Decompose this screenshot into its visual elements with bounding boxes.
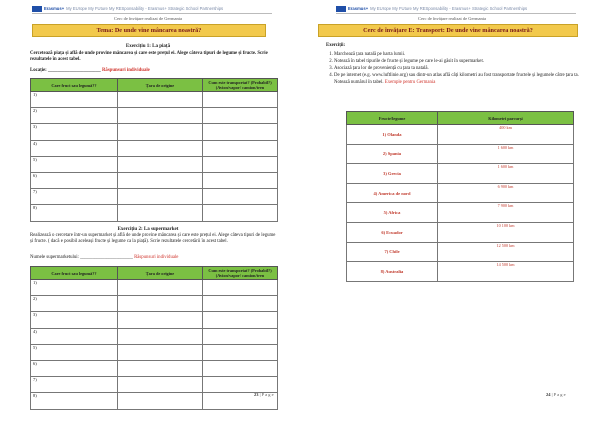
market-table (30, 78, 278, 222)
column-header: Țara de origine (118, 79, 203, 92)
page-right (306, 0, 598, 424)
table-row: 8) (31, 393, 278, 409)
header-tagline: My EUrope My FUture My RESponsability - Erasmus+ Strategic School Partnerships (370, 6, 528, 11)
table-row: 2) Spania 1 600 km (347, 144, 574, 164)
page-label: | P a g e (551, 392, 566, 397)
table-row: 6) Ecuador 10 100 km (347, 222, 574, 242)
exercises-label: Exerciții: (326, 43, 346, 48)
page-footer (546, 392, 566, 397)
location-label: Locație: ______________________ (30, 68, 101, 73)
answer-hint: Răspunsuri individuale (101, 68, 150, 73)
eu-flag-icon (32, 6, 42, 12)
column-header: Care fruct sau legumă?? (31, 79, 118, 92)
page-header (336, 4, 576, 14)
page-title: Tema: De unde vine mâncarea noastră? (32, 24, 266, 37)
table-row: 2) (31, 108, 278, 124)
column-header: Kilometri parcurși (438, 112, 574, 125)
table-row: 7) (31, 377, 278, 393)
exercise-2-instructions: Realizează o cercetare într-un supermarket și află de unde provine mâncarea și care este prețul ei. Alege câteva tipuri de legume și fructe. ( dacă e posibil aceleași fructe și legume ca la piață). Scrie rezultatele cercetării în acest tabel. (30, 233, 276, 244)
table-row: 4) (31, 140, 278, 156)
table-row: 8) (31, 205, 278, 221)
table-row: 4) (31, 328, 278, 344)
table-row: 1) (31, 280, 278, 296)
list-item: 4. De pe internet (e.g. www.luftlinie.org) sau dintr-un atlas află câți kilometri au fost transportate fructele și legumele către țara ta. Notează numărul în tabel. Exemple pentru Germania (334, 72, 579, 86)
page-label: | P a g e (259, 392, 274, 397)
table-row: 6) (31, 360, 278, 376)
exercise-2-heading: Exercițiu 2: La supermarket (117, 227, 179, 232)
table-row: 8) Australia 14 500 km (347, 262, 574, 282)
steps-list (328, 51, 579, 86)
header-tagline: My EUrope My FUture My RESponsability - Erasmus+ Strategic School Partnerships (66, 6, 224, 11)
table-row: 5) (31, 344, 278, 360)
brand-name: Erasmus+ (44, 6, 65, 11)
table-row: 3) Grecia 1 600 km (347, 164, 574, 184)
exercise-1-heading: Exercițiu 1: La piață (125, 44, 171, 49)
column-header: Țara de origine (118, 267, 203, 280)
page-title: Cerc de învățare E: Transport: De unde vine mâncarea noastră? (318, 24, 578, 37)
brand-name: Erasmus+ (348, 6, 369, 11)
column-header: Care fruct sau legumă?? (31, 267, 118, 280)
list-item: 1. Marchează țara natală pe harta lumii. (334, 51, 579, 58)
page-number: 24 (546, 392, 551, 397)
table-row: 4) America de nord 6 900 km (347, 183, 574, 203)
table-row: 2) (31, 296, 278, 312)
table-row: 7) Chile 12 500 km (347, 242, 574, 262)
supermarket-label: Numele supermarketului: ______________________ (30, 255, 133, 260)
page-header (32, 4, 272, 14)
table-row: 5) (31, 156, 278, 172)
table-row: 3) (31, 124, 278, 140)
list-item: 3. Asociază țara lor de proveniență cu țara ta natală. (334, 65, 579, 72)
exercise-1-instructions: Cercetează piața și află de unde provine mâncarea și care este prețul ei. Alege câteva tipuri de legume și fructe. Scrie rezultatele în acest tabel. (30, 51, 268, 62)
page-number: 23 (254, 392, 259, 397)
table-row: 5) Africa 7 900 km (347, 203, 574, 223)
table-row: 1) (31, 92, 278, 108)
column-header: Cum este transportat? (Probabil?) (Avion/vapor/ camion/tren (203, 267, 278, 280)
table-row: 3) (31, 312, 278, 328)
table-row: 1) Olanda 400 km (347, 125, 574, 145)
header-subtitle: Cerc de învățare realizat de Germania (113, 16, 183, 21)
eu-flag-icon (336, 6, 346, 12)
list-item: 2. Notează în tabel tipurile de fructe și legume pe care le-ai găsit în supermarket. (334, 58, 579, 65)
page-footer (254, 392, 274, 397)
transport-table (346, 111, 574, 282)
example-note: Exemple pentru Germania (384, 80, 436, 85)
answer-hint: Răspunsuri individuale (134, 255, 179, 260)
header-subtitle: Cerc de învățare realizat de Germania (417, 16, 487, 21)
column-header: Fructe/legume (347, 112, 438, 125)
column-header: Cum este transportat? (Probabil?) (Avion/vapor/ camion/tren (203, 79, 278, 92)
supermarket-line (30, 255, 278, 261)
supermarket-table (30, 266, 278, 410)
location-line (30, 68, 270, 74)
table-row: 6) (31, 172, 278, 188)
page-left (2, 0, 294, 424)
table-row: 7) (31, 189, 278, 205)
